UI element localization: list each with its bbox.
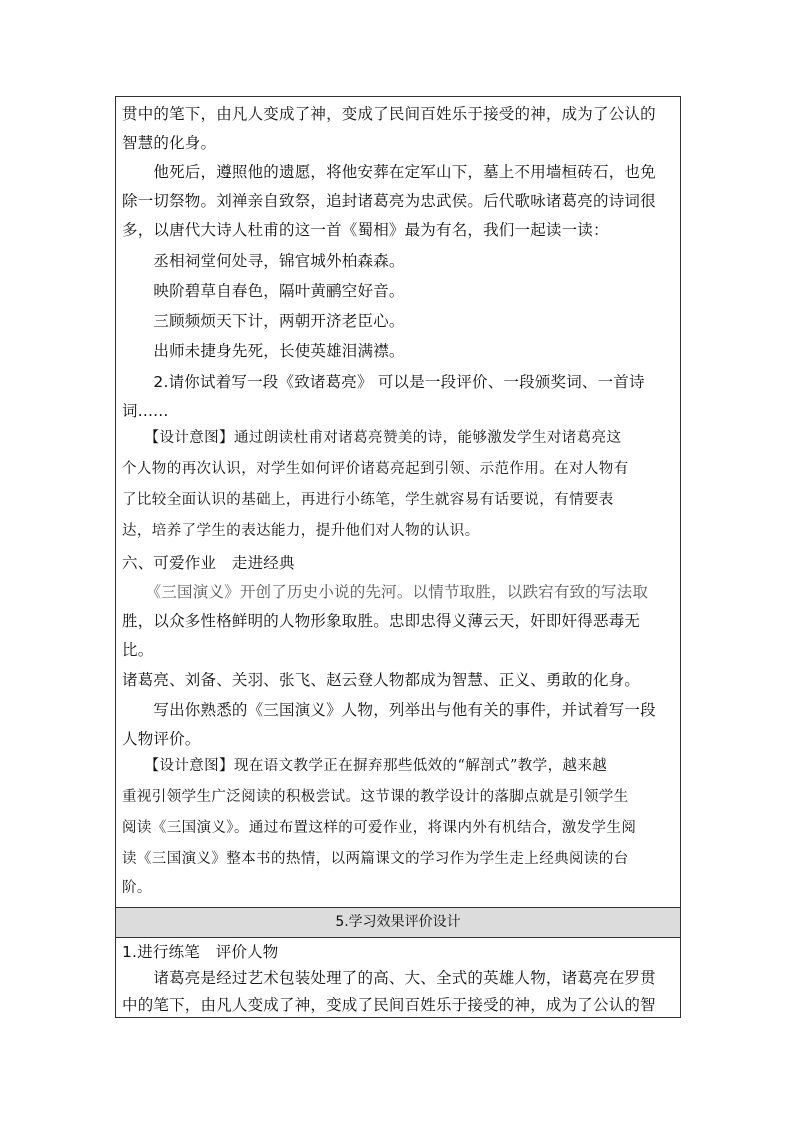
design-line: 重视引领学生广泛阅读的积极尝试。这节课的教学设计的落脚点就是引领学生 bbox=[122, 789, 629, 805]
paragraph-line: 中的笔下，由凡人变成了神，变成了民间百姓乐于接受的神，成为了公认的智 bbox=[122, 996, 656, 1014]
section-six-title: 六、可爱作业 走进经典 bbox=[122, 554, 295, 572]
design-line: 达，培养了学生的表达能力，提升他们对人物的认识。 bbox=[122, 523, 480, 539]
subsection-title: 1.进行练笔 评价人物 bbox=[122, 943, 279, 961]
design-line: 阅读《三国演义》。通过布置这样的可爱作业，将课内外有机结合，激发学生阅 bbox=[122, 820, 637, 836]
design-line: 了比较全面认识的基础上，再进行小练笔，学生就容易有话要说，有情要表 bbox=[122, 492, 614, 508]
paragraph-line: 他死后，遵照他的遗愿，将他安葬在定军山下，墓上不用墙桓砖石，也免 bbox=[122, 163, 656, 181]
design-line: 阶。 bbox=[122, 880, 152, 896]
paragraph-line: 写出你熟悉的《三国演义》人物，列举出与他有关的事件，并试着写一段 bbox=[122, 701, 656, 719]
paragraph-line: 《三国演义》开创了历史小说的先河。以情节取胜，以跌宕有致的写法取 bbox=[122, 583, 649, 601]
section-five-header: 5.学习效果评价设计 bbox=[116, 907, 680, 938]
design-line: 个人物的再次认识，对学生如何评价诸葛亮起到引领、示范作用。在对人物有 bbox=[122, 461, 629, 477]
paragraph-line: 智慧的化身。 bbox=[122, 134, 217, 152]
poem-line: 映阶碧草自春色，隔叶黄鹂空好音。 bbox=[122, 282, 405, 300]
design-line: 读《三国演义》整本书的热情，以两篇课文的学习作为学生走上经典阅读的台 bbox=[122, 851, 629, 867]
paragraph-line: 诸葛亮是经过艺术包装处理了的高、大、全式的英雄人物，诸葛亮在罗贯 bbox=[122, 969, 656, 987]
paragraph-line: 除一切祭物。刘禅亲自致祭，追封诸葛亮为忠武侯。后代歌咏诸葛亮的诗词很 bbox=[122, 192, 656, 210]
poem-line: 丞相祠堂何处寻，锦官城外柏森森。 bbox=[122, 252, 405, 270]
paragraph-line: 比。 bbox=[122, 641, 154, 659]
poem-line: 出师未捷身先死，长使英雄泪满襟。 bbox=[122, 342, 405, 360]
paragraph-line: 人物评价。 bbox=[122, 730, 201, 748]
paragraph-line: 2.请你试着写一段《致诸葛亮》 可以是一段评价、一段颁奖词、一首诗 bbox=[122, 373, 645, 391]
paragraph-line: 胜，以众多性格鲜明的人物形象取胜。忠即忠得义薄云天，奸即奸得恶毒无 bbox=[122, 612, 641, 630]
paragraph-line: 诸葛亮、刘备、关羽、张飞、赵云登人物都成为智慧、正义、勇敢的化身。 bbox=[122, 671, 641, 689]
design-line: 【设计意图】通过朗读杜甫对诸葛亮赞美的诗，能够激发学生对诸葛亮这 bbox=[122, 430, 622, 446]
design-line: 【设计意图】现在语文教学正在摒弃那些低效的“解剖式”教学，越来越 bbox=[122, 758, 608, 774]
paragraph-line: 贯中的笔下，由凡人变成了神，变成了民间百姓乐于接受的神，成为了公认的 bbox=[122, 105, 656, 123]
paragraph-line: 词...... bbox=[122, 402, 169, 420]
paragraph-line: 多，以唐代大诗人杜甫的这一首《蜀相》最为有名，我们一起读一读： bbox=[122, 221, 609, 239]
lesson-table bbox=[115, 96, 681, 1018]
poem-line: 三顾频烦天下计，两朝开济老臣心。 bbox=[122, 312, 405, 330]
